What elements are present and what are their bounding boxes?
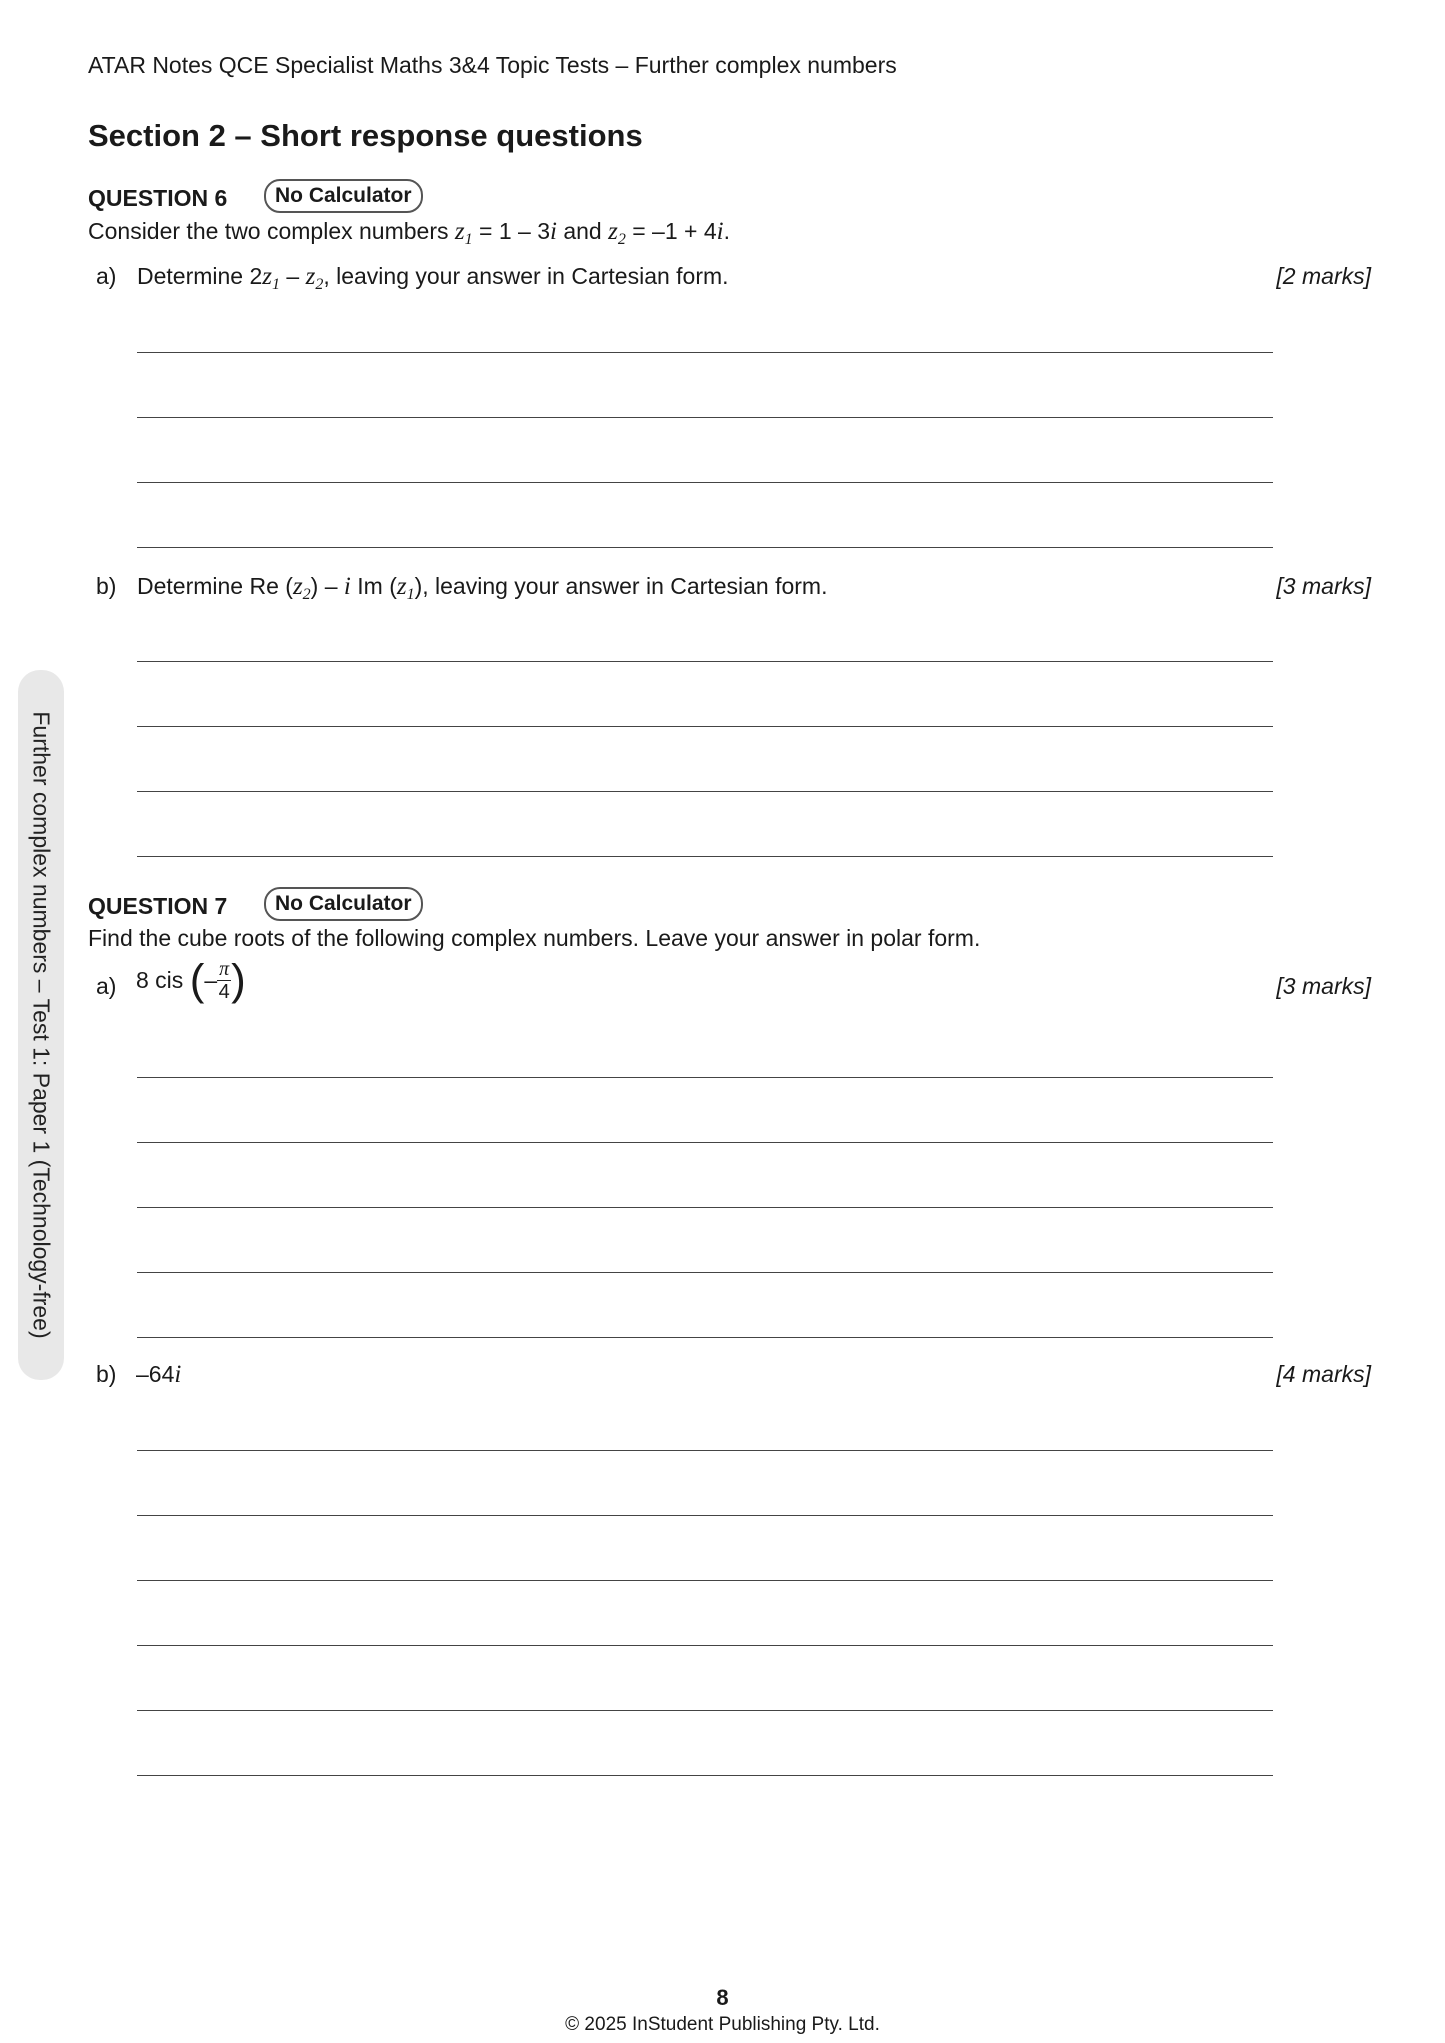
z2-value: = –1 + 4 xyxy=(625,218,717,244)
answer-line[interactable] xyxy=(137,856,1273,857)
part-6a-suffix: , leaving your answer in Cartesian form. xyxy=(323,263,729,289)
part-7b-letter: b) xyxy=(96,1361,117,1387)
answer-line[interactable] xyxy=(137,726,1273,727)
part-6a-letter: a) xyxy=(96,263,117,289)
i-symbol: i xyxy=(550,218,557,245)
i-symbol: i xyxy=(716,218,724,245)
part-6b-mid: ) – xyxy=(310,573,344,599)
page-number: 8 xyxy=(716,1985,729,2010)
section-title: Section 2 – Short response questions xyxy=(88,118,643,153)
negative-sign: – xyxy=(204,967,218,993)
answer-line[interactable] xyxy=(137,1580,1273,1581)
answer-line[interactable] xyxy=(137,1272,1273,1273)
part-6a-prefix: Determine 2 xyxy=(137,263,263,289)
answer-line[interactable] xyxy=(137,352,1273,353)
side-tab-label: Further complex numbers – Test 1: Paper 1 (Technology-free) xyxy=(28,711,55,1339)
question-7-intro: Find the cube roots of the following complex numbers. Leave your answer in polar form. xyxy=(88,925,981,951)
question-6-label: QUESTION 6 xyxy=(88,185,228,211)
answer-line[interactable] xyxy=(137,482,1273,483)
part-6b-letter: b) xyxy=(96,573,117,599)
answer-line[interactable] xyxy=(137,417,1273,418)
part-6a-marks: [2 marks] xyxy=(1276,263,1371,289)
question-6-calculator-badge: No Calculator xyxy=(264,179,423,213)
answer-line[interactable] xyxy=(137,1515,1273,1516)
z1-symbol: $z_1$ xyxy=(262,263,281,293)
answer-line[interactable] xyxy=(137,791,1273,792)
answer-line[interactable] xyxy=(137,1710,1273,1711)
i-symbol: i xyxy=(343,573,351,600)
answer-line[interactable] xyxy=(137,1142,1273,1143)
z2-symbol: $z_2$ xyxy=(608,218,626,248)
answer-line[interactable] xyxy=(137,1077,1273,1078)
z1-symbol: $z_1$ xyxy=(396,573,415,603)
question-6-intro xyxy=(88,218,730,249)
intro-text: Consider the two complex numbers xyxy=(88,218,455,244)
copyright-notice: © 2025 InStudent Publishing Pty. Ltd. xyxy=(565,2014,880,2035)
intro-and: and xyxy=(556,218,609,244)
answer-line[interactable] xyxy=(137,1337,1273,1338)
question-7-label: QUESTION 7 xyxy=(88,893,228,919)
question-7-calculator-badge: No Calculator xyxy=(264,887,423,921)
minus-sign: – xyxy=(280,263,306,289)
answer-line[interactable] xyxy=(137,547,1273,548)
answer-line[interactable] xyxy=(137,1775,1273,1776)
answer-line[interactable] xyxy=(137,661,1273,662)
intro-period: . xyxy=(723,218,730,244)
right-paren: ) xyxy=(231,955,246,1005)
fraction xyxy=(217,958,231,1003)
z1-symbol: $z_1$ xyxy=(454,218,473,248)
part-7a-expression xyxy=(136,955,246,1005)
part-7b-marks: [4 marks] xyxy=(1276,1361,1371,1387)
answer-line[interactable] xyxy=(137,1645,1273,1646)
fraction-numerator: π xyxy=(219,958,230,980)
part-6a-text xyxy=(137,263,729,294)
part-6b-im: Im ( xyxy=(350,573,397,599)
part-7a-marks: [3 marks] xyxy=(1276,973,1371,999)
z2-symbol: $z_2$ xyxy=(305,263,324,293)
part-6b-marks: [3 marks] xyxy=(1276,573,1371,599)
part-7a-prefix: 8 cis xyxy=(136,967,184,993)
z1-value: = 1 – 3 xyxy=(472,218,550,244)
part-7b-expression xyxy=(136,1361,181,1389)
left-paren: ( xyxy=(189,955,205,1005)
part-6b-prefix: Determine Re ( xyxy=(137,573,293,599)
fraction-denominator: 4 xyxy=(218,981,230,1003)
part-6b-suffix: ), leaving your answer in Cartesian form. xyxy=(414,573,828,599)
answer-line[interactable] xyxy=(137,1207,1273,1208)
z2-symbol: $z_2$ xyxy=(292,573,311,603)
answer-line[interactable] xyxy=(137,1450,1273,1451)
part-6b-text xyxy=(137,573,827,604)
running-header: ATAR Notes QCE Specialist Maths 3&4 Topic Tests – Further complex numbers xyxy=(88,52,897,78)
part-7a-letter: a) xyxy=(96,973,117,999)
i-symbol: i xyxy=(174,1361,182,1388)
part-7b-value: –64 xyxy=(136,1361,175,1387)
